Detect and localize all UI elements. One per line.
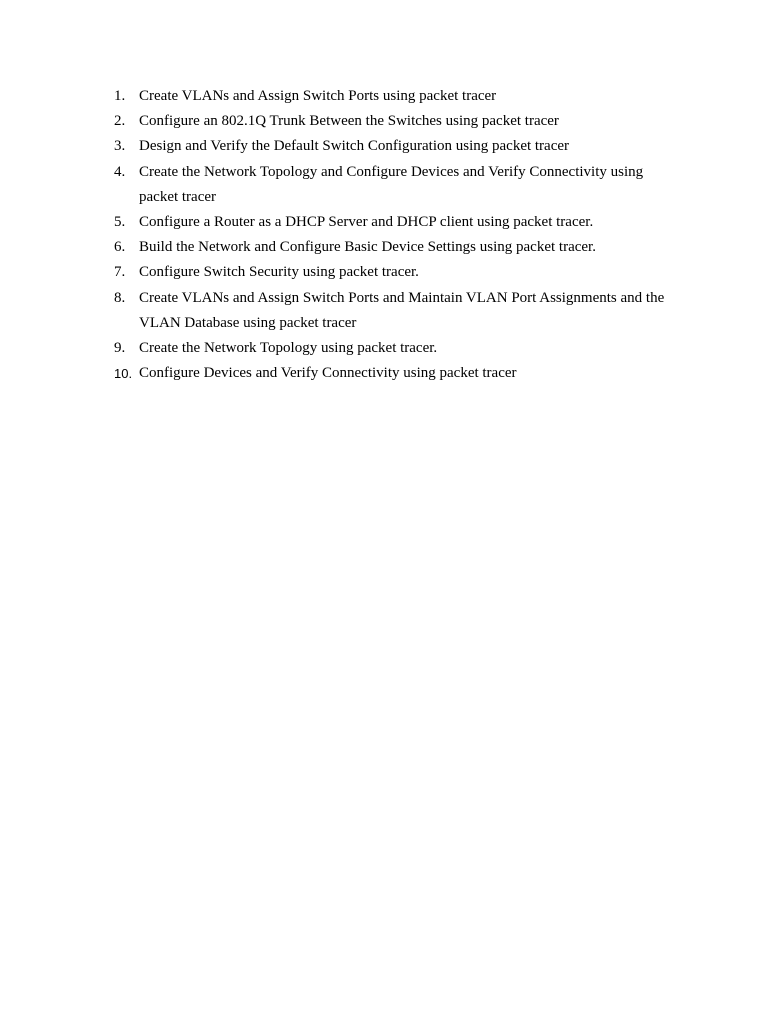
- list-item-number: 4.: [114, 163, 126, 180]
- list-item: [114, 260, 674, 285]
- list-item-text: Create the Network Topology using packet tracer.: [139, 340, 438, 357]
- list-item: [114, 210, 674, 235]
- list-item: [114, 286, 674, 336]
- list-item-text: Configure Switch Security using packet tracer.: [139, 264, 419, 281]
- list-item: [114, 84, 674, 109]
- list-item-text: Create VLANs and Assign Switch Ports and Maintain VLAN Port Assignments and the VLAN Database using packet tracer: [139, 289, 665, 331]
- list-item: [114, 336, 674, 361]
- list-item: [114, 134, 674, 159]
- list-item-text: Design and Verify the Default Switch Configuration using packet tracer: [139, 138, 570, 155]
- list-item-text: Configure a Router as a DHCP Server and DHCP client using packet tracer.: [139, 214, 594, 231]
- list-item: [114, 109, 674, 134]
- list-item-text: Build the Network and Configure Basic Device Settings using packet tracer.: [139, 239, 596, 256]
- list-item-text: Configure Devices and Verify Connectivity using packet tracer: [139, 365, 517, 382]
- list-item-number: 10.: [114, 366, 133, 382]
- list-item: [114, 235, 674, 260]
- list-item: [114, 160, 674, 210]
- list-item-number: 6.: [114, 239, 126, 256]
- list-item-number: 5.: [114, 214, 126, 231]
- list-item-number: 1.: [114, 88, 126, 104]
- list-item-text: Configure an 802.1Q Trunk Between the Switches using packet tracer: [139, 113, 559, 130]
- list-item-number: 3.: [114, 138, 126, 155]
- list-item-number: 2.: [114, 113, 126, 130]
- list-item: [114, 361, 674, 386]
- task-list: [114, 84, 674, 386]
- list-item-number: 9.: [114, 340, 126, 357]
- list-item-text: Create the Network Topology and Configure Devices and Verify Connectivity using packet tracer: [139, 163, 644, 205]
- list-item-number: 7.: [114, 264, 126, 281]
- list-item-number: 8.: [114, 289, 126, 306]
- list-item-text: Create VLANs and Assign Switch Ports using packet tracer: [139, 88, 497, 104]
